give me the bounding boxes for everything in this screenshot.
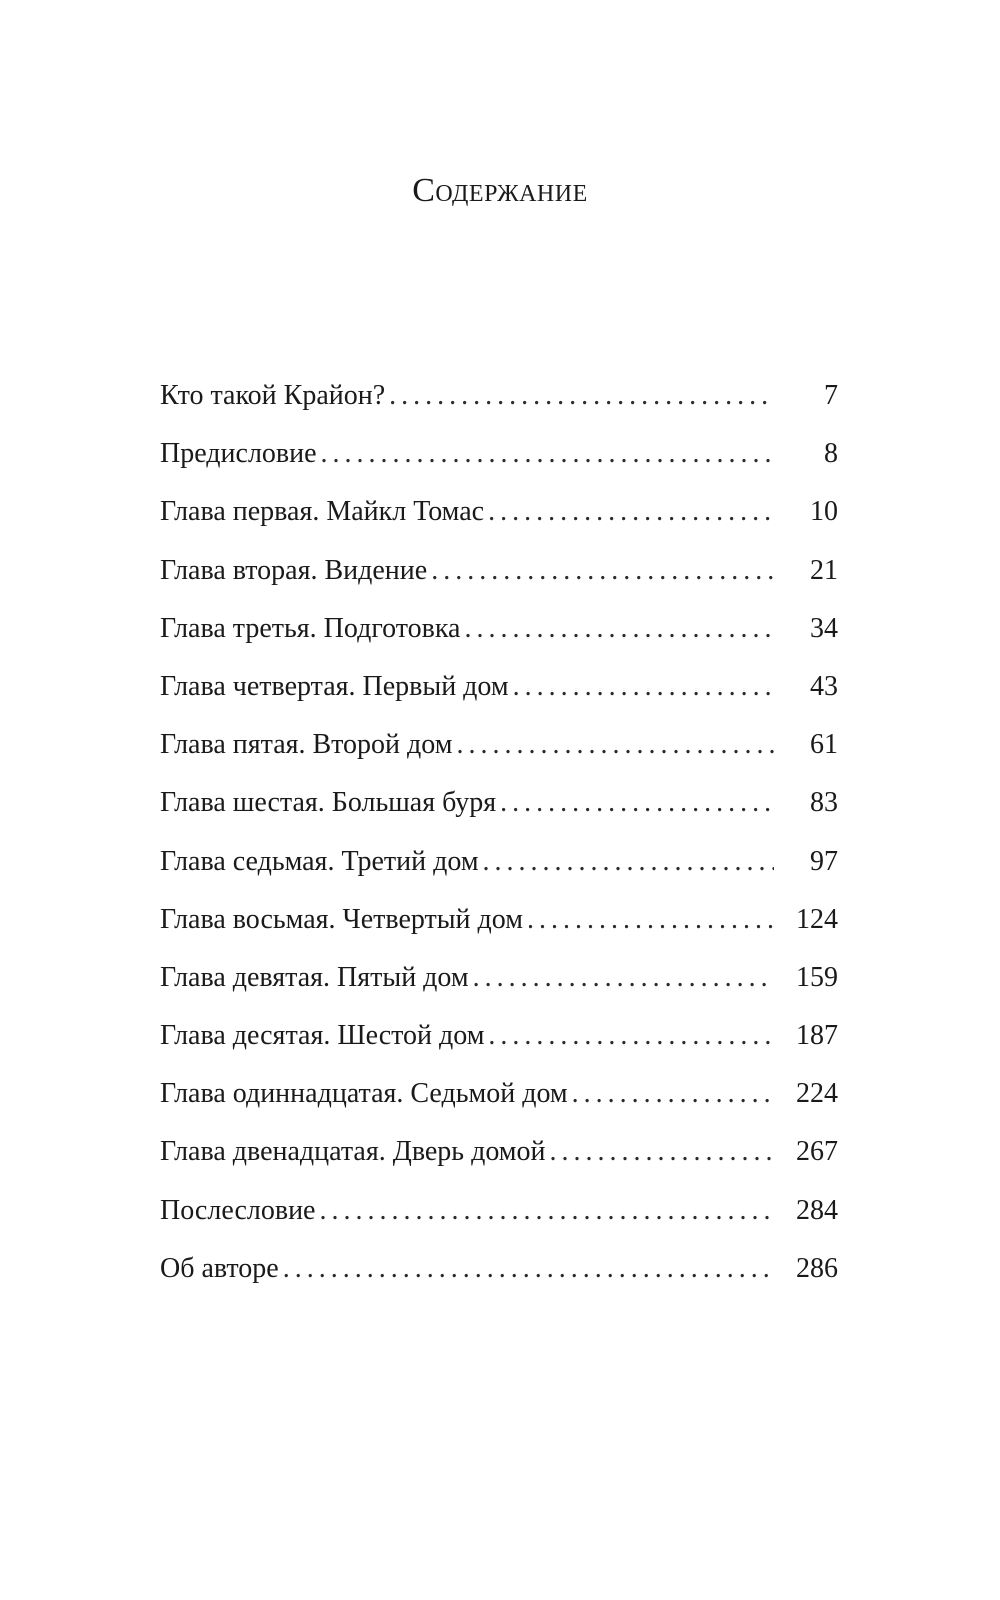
page-title: Содержание <box>412 172 588 209</box>
toc-entry <box>160 613 838 671</box>
dot-leader <box>488 496 774 528</box>
toc-entry <box>160 1253 838 1311</box>
toc-entry-page: 34 <box>810 612 838 644</box>
toc-entry-page: 21 <box>810 554 838 586</box>
toc-entry-label: Глава восьмая. Четвертый дом <box>160 903 523 935</box>
dot-leader <box>550 1136 775 1168</box>
toc-entry-label: Глава третья. Подготовка <box>160 612 461 644</box>
toc-entry-page: 7 <box>824 380 838 411</box>
toc-entry-page: 187 <box>796 1020 838 1052</box>
toc-entry-page: 97 <box>810 845 838 877</box>
dot-leader <box>473 962 774 994</box>
dot-leader <box>319 1195 774 1227</box>
toc-entry-page: 10 <box>810 496 838 528</box>
toc-entry-label: Глава десятая. Шестой дом <box>160 1020 485 1052</box>
toc-entry-page: 286 <box>796 1252 838 1284</box>
dot-leader <box>431 555 774 587</box>
toc-entry-page: 284 <box>796 1194 838 1226</box>
toc-entry-page: 61 <box>810 729 838 761</box>
dot-leader <box>500 787 774 819</box>
toc-entry-page: 124 <box>796 903 838 935</box>
toc-entry-label: Глава шестая. Большая буря <box>160 787 497 819</box>
dot-leader <box>513 671 774 703</box>
dot-leader <box>527 904 774 936</box>
toc-entry-label: Глава одиннадцатая. Седьмой дом <box>160 1078 568 1110</box>
toc-entry-label: Предисловие <box>160 438 317 470</box>
dot-leader <box>321 438 774 470</box>
toc-entry-label: Глава двенадцатая. Дверь домой <box>160 1136 546 1168</box>
toc-entry-label: Об авторе <box>160 1252 279 1284</box>
toc-entry <box>160 555 838 613</box>
toc-entry-label: Глава седьмая. Третий дом <box>160 845 479 877</box>
toc-entry-page: 83 <box>810 787 838 819</box>
toc-entry <box>160 380 838 438</box>
toc-entry <box>160 438 838 496</box>
toc-entry <box>160 1078 838 1136</box>
toc-entry <box>160 962 838 1020</box>
dot-leader <box>483 846 774 878</box>
toc-entry <box>160 1020 838 1078</box>
dot-leader <box>572 1078 774 1110</box>
dot-leader <box>389 380 774 412</box>
toc-entry-label: Послесловие <box>160 1194 316 1226</box>
toc-entry-label: Глава первая. Майкл Томас <box>160 496 485 528</box>
toc-entry <box>160 787 838 845</box>
toc-entry <box>160 846 838 904</box>
toc-entry-page: 159 <box>796 961 838 993</box>
toc-entry-label: Глава вторая. Видение <box>160 554 428 586</box>
toc-entry <box>160 496 838 554</box>
table-of-contents <box>160 380 838 1311</box>
dot-leader <box>283 1253 774 1285</box>
toc-entry-page: 267 <box>796 1136 838 1168</box>
dot-leader <box>464 613 774 645</box>
toc-entry <box>160 1195 838 1253</box>
toc-entry <box>160 1136 838 1194</box>
toc-entry-label: Глава четвертая. Первый дом <box>160 670 509 702</box>
toc-entry <box>160 904 838 962</box>
toc-entry <box>160 729 838 787</box>
toc-entry-page: 8 <box>824 438 838 470</box>
toc-entry-page: 43 <box>810 670 838 702</box>
toc-entry-label: Кто такой Крайон? <box>160 380 386 411</box>
toc-entry-page: 224 <box>796 1078 838 1110</box>
toc-entry-label: Глава девятая. Пятый дом <box>160 961 469 993</box>
dot-leader <box>456 729 774 761</box>
toc-entry-label: Глава пятая. Второй дом <box>160 729 453 761</box>
toc-entry <box>160 671 838 729</box>
dot-leader <box>488 1020 774 1052</box>
